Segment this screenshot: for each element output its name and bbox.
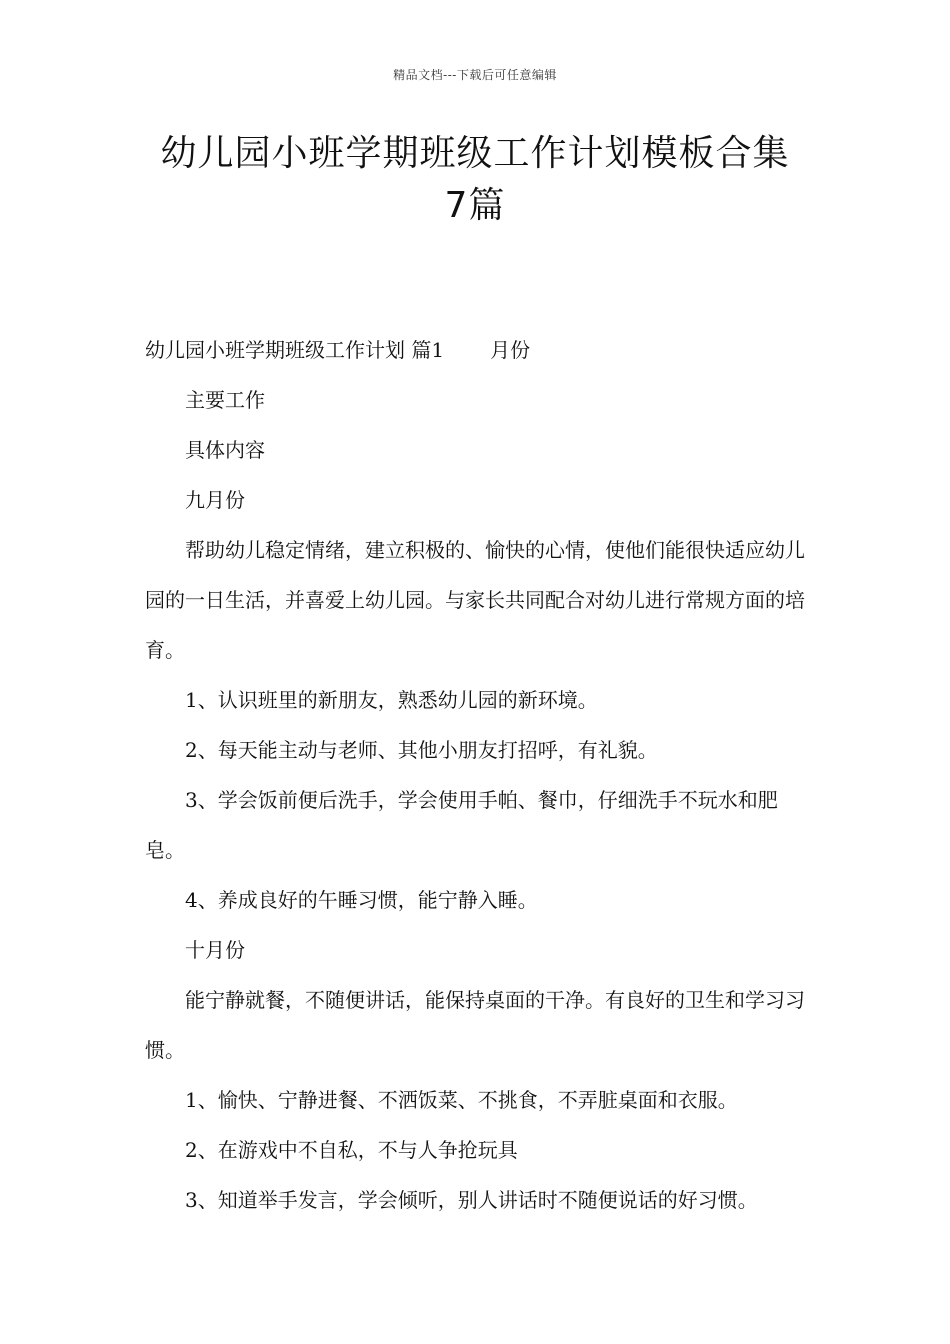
paragraph: 4、养成良好的午睡习惯，能宁静入睡。 xyxy=(185,888,538,912)
paragraph: 3、学会饭前便后洗手，学会使用手帕、餐巾，仔细洗手不玩水和肥皂。 xyxy=(145,788,778,862)
title-line-1: 幼儿园小班学期班级工作计划模板合集 xyxy=(160,133,790,174)
paragraph: 能宁静就餐，不随便讲话，能保持桌面的干净。有良好的卫生和学习习惯。 xyxy=(145,988,805,1062)
paragraph: 3、知道举手发言，学会倾听，别人讲话时不随便说话的好习惯。 xyxy=(185,1188,758,1212)
paragraph: 1、认识班里的新朋友，熟悉幼儿园的新环境。 xyxy=(185,688,598,712)
section-heading: 幼儿园小班学期班级工作计划 篇1 xyxy=(145,338,445,362)
month-column-label: 月份 xyxy=(490,338,531,362)
paragraph: 九月份 xyxy=(185,488,245,512)
paragraph: 十月份 xyxy=(185,938,245,962)
paragraph: 2、在游戏中不自私，不与人争抢玩具 xyxy=(185,1138,518,1162)
paragraph: 1、愉快、宁静进餐、不洒饭菜、不挑食，不弄脏桌面和衣服。 xyxy=(185,1088,738,1112)
document-title xyxy=(100,128,850,232)
paragraph: 主要工作 xyxy=(185,388,265,412)
paragraph: 帮助幼儿稳定情绪，建立积极的、愉快的心情，使他们能很快适应幼儿园的一日生活，并喜爱上幼儿园。与家长共同配合对幼儿进行常规方面的培育。 xyxy=(145,538,805,662)
paragraph: 2、每天能主动与老师、其他小朋友打招呼，有礼貌。 xyxy=(185,738,658,762)
title-line-2: 7篇 xyxy=(444,185,506,226)
document-body xyxy=(145,325,810,1225)
page-header: 精品文档---下载后可任意编辑 xyxy=(393,68,557,82)
section-heading-line xyxy=(145,325,810,375)
paragraph: 具体内容 xyxy=(185,438,265,462)
